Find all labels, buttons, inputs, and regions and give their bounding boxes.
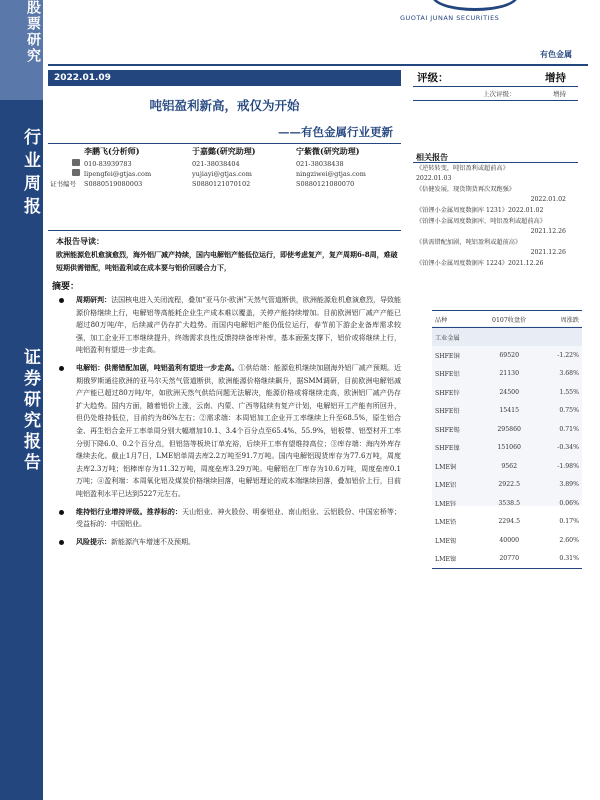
sidebar-bottom-text: 证券研究报告 [20,348,40,474]
bullet-text: ①供给端：能源危机继续加剧海外铝厂减产预期。近期俄罗斯通往欧洲的亚马尔天然气管道断供，欧洲能源价格继续飙升，据SMM调研，目前欧洲电解铝减产产能已超过80万吨/年，如欧洲天然气供给问题无法解决，能源价格或将继续走高，欧洲铝厂减产仍存扩大趋势。国内方面，随着铝价上涨，云南、内蒙、广西等陆续有复产计划，电解铝开工产能有所回升，但仍处维持低位，目前约为86%左右；②需求端：本周铝加工企业开工率继续上升至68.5%，原生铝合金、再生铝合金开工率单周分别大幅增加10.1、3.4个百分点至65.4%、55.9%，铝板带、铝型材开工率分别下降6.0、0.2个百分点，但铝箔等板块订单充裕，后续开工率有望维持高位；③库存端：海内外库存继续去化。截止1月7日，LME铝单周去库2.2万吨至91.7万吨。国内电解铝现货库存为77.6万吨，周度去库2.3万吨；铝棒库存为11.32万吨，周度垒库3.29万吨。电解铝在厂库存为10.6万吨，周度垒库0.1万吨；④盈利端：本周氧化铝及煤炭价格继续回落，电解铝理论的成本端继续回落，叠加铝价上行，目前吨铝盈利水平已达到5227元左右。 [76,363,402,498]
table-cell: 151060 [497,444,521,452]
table-cell: SHFE铝 [435,371,460,379]
table-row [432,513,582,532]
report-date: 2022.01.09 [48,70,401,86]
table-row [432,420,582,439]
table-cell: LME铅 [435,519,457,527]
bullet-item [56,536,401,549]
analyst-phone: 021-38038404 [192,160,240,168]
table-cell: LME锌 [435,500,457,508]
table-cell: -0.34% [557,444,579,452]
logo-arc-icon [432,0,518,11]
analyst-name: 李鹏飞(分析师) [84,146,140,156]
table-row [432,457,582,476]
table-row [432,439,582,458]
rating-divider-bottom [413,100,578,101]
table-cell: SHFE镍 [435,445,460,453]
analyst-phone: 021-38038438 [296,160,344,168]
table-row [432,476,582,495]
related-item-text[interactable]: 《供需错配加剧，吨铝盈利或超前高》 [416,239,522,246]
table-group-row [432,328,582,347]
rating-label: 评级： [417,72,449,84]
analyst-cert: S0880121080070 [296,180,355,188]
bullet-text: 天山铝业、神火股份、明泰铝业、南山铝业、云铝股份、中国宏桥等；受益标的：中国铝业。 [76,507,401,529]
table-cell: LME锡 [435,537,457,545]
analyst-name: 宁紫微(研究助理) [296,146,360,156]
table-row [432,494,582,513]
analyst-2 [192,146,302,189]
sidebar-top-text: 股票研究 [25,0,41,64]
table-cell: 40000 [499,536,520,544]
bullet-lead: 电解铝：供需错配加剧，吨铝盈利有望进一步走高。 [76,362,239,372]
summary-bullets [56,294,401,553]
table-cell: SHFE铅 [435,408,460,416]
rating-divider [413,86,578,87]
table-cell: LME镍 [432,550,479,569]
table-row [432,365,582,384]
table-row [432,531,582,550]
related-item[interactable] [416,259,578,269]
table-cell: 3.89% [559,481,579,489]
rating-value: 增持 [545,72,566,84]
table-group-label: 工业金属 [432,328,582,347]
bullet-text: 新能源汽车增速不及预期。 [111,537,195,546]
bullet-dot-icon [59,298,64,303]
table-row [432,402,582,421]
table-cell: 0.31% [540,550,582,569]
table-cell: 2.60% [559,536,579,544]
analyst-1 [84,146,194,189]
analyst-block [50,146,398,228]
table-cell: 9562 [501,462,518,470]
related-divider [413,162,578,163]
table-cell: 3.68% [559,370,579,378]
summary-title: 摘要： [52,282,80,292]
table-cell: 24500 [499,388,520,396]
report-subtitle: ——有色金属行业更新 [278,125,393,139]
related-item-text[interactable]: 《逆转转变，吨铝盈利或超前高》 [416,165,509,172]
related-item-text[interactable]: 《铂锂小金属周度数据库 1224》2021.12.26 [416,260,544,267]
rating-box [413,70,578,100]
table-cell: 2922.5 [498,481,521,489]
sidebar-mid-text: 行业周报 [20,128,40,220]
related-item-date: 2021.12.26 [530,228,566,235]
guide-text: 欧洲能源危机愈演愈烈，海外铝厂减产持续，国内电解铝产能低位运行，即使考虑复产，复产周期6-8周，难破短期供需错配，吨铝盈利或在成本要与铝价回暖合力下， [56,250,398,272]
related-item[interactable] [416,238,578,258]
related-item-date: 2022.01.03 [416,175,452,182]
table-cell: LME铝 [435,482,457,490]
last-rating-label: 上次评级： [483,90,516,98]
analyst-divider [48,230,401,231]
table-cell: 295860 [497,425,521,433]
guide-title: 本报告导读： [56,236,104,246]
table-cell: 0.75% [559,407,579,415]
related-title: 相关报告 [416,152,448,162]
table-cell: SHFE铜 [435,352,460,360]
table-cell: 2294.5 [498,518,521,526]
bullet-dot-icon [59,366,64,371]
table-cell: 0.71% [559,425,579,433]
analyst-email[interactable]: lipengfei@gtjas.com [84,170,152,178]
bullet-lead: 维持铝行业增持评级。推荐标的： [76,506,182,516]
related-item-text[interactable]: 《铂锂小金属周度数据库 1231》2022.01.02 [416,207,544,214]
analyst-email[interactable]: ningziwei@gtjas.com [296,170,366,178]
table-cell: SHFE锡 [435,426,460,434]
industry-tag: 有色金属 [540,49,572,59]
table-cell: 0.06% [559,499,579,507]
email-icon [72,169,80,176]
table-row [432,346,582,365]
table-cell: 15415 [499,407,520,415]
table-cell: 21130 [499,370,520,378]
table-header-cell: 0107收盘价 [479,311,540,328]
analyst-cert: S0880121070102 [192,180,251,188]
table-header-row [432,311,582,328]
related-item[interactable] [416,206,578,216]
bullet-lead: 风险提示： [76,536,111,546]
table-row [432,550,582,569]
table-cell: SHFE锌 [435,389,460,397]
table-cell: -1.22% [557,351,579,359]
related-item-text[interactable]: 《倍健发展，现货期货再次双跑强》 [416,186,515,193]
header-divider [48,64,588,66]
table-header-cell: 周涨跌 [540,311,582,328]
analyst-email[interactable]: yujiayi@gtjas.com [192,170,252,178]
report-title: 吨铝盈利新高，戒仅为开始 [149,98,300,113]
last-rating-value: 增持 [553,90,566,98]
bullet-text: 法国核电进入关闭流程，叠加“亚马尔-欧洲”天然气管道断供，欧洲能源危机愈演愈烈，导致能源价格继续上行，电解铝等高能耗企业生产成本难以覆盖，关停产能持续增加。目前欧洲铝厂减产产能已超过80万吨/年，后续减产仍存扩大趋势。而国内电解铝产能仍低位运行，春节前下游企业备库需求较强，加工企业开工率继续提升，终端需求良性反馈持续备库补库，基本面强支撑下，铝价或将继续上行，吨铝盈利有望进一步走高。 [76,296,402,355]
analyst-name: 于嘉懿(研究助理) [192,146,256,156]
title-divider [48,143,401,144]
analyst-phone: 010-83939783 [84,160,132,168]
table-header-cell: 品种 [432,311,479,328]
related-item-date: 2021.12.26 [530,249,566,256]
price-table [432,310,582,569]
cert-label: 证书编号 [50,180,76,188]
table-cell: LME铜 [435,463,457,471]
related-list [416,164,578,270]
table-cell: 3538.5 [498,499,521,507]
logo-text: GUOTAI JUNAN SECURITIES [400,14,500,22]
bullet-item [56,294,401,357]
analyst-3 [296,146,406,189]
table-cell: -1.98% [557,462,579,470]
table-cell: 0.17% [559,518,579,526]
related-item-text[interactable]: 《铂锂小金属周度数据库，吨铝盈利或超前高》 [416,218,546,225]
table-cell: 20770 [479,550,540,569]
related-item[interactable] [416,164,578,184]
table-row [432,383,582,402]
bullet-item [56,506,401,531]
bullet-dot-icon [59,510,64,515]
company-logo [400,0,600,30]
table-cell: 1.55% [559,388,579,396]
phone-icon [72,159,80,166]
related-item[interactable] [416,185,578,205]
bullet-lead: 周期研判： [76,295,112,304]
related-item-date: 2022.01.02 [530,196,566,203]
analyst-cert: S0880519080003 [84,180,143,188]
bullet-item [56,362,401,501]
related-item[interactable] [416,217,578,237]
table-cell: 69520 [499,351,520,359]
bullet-dot-icon [59,540,64,545]
